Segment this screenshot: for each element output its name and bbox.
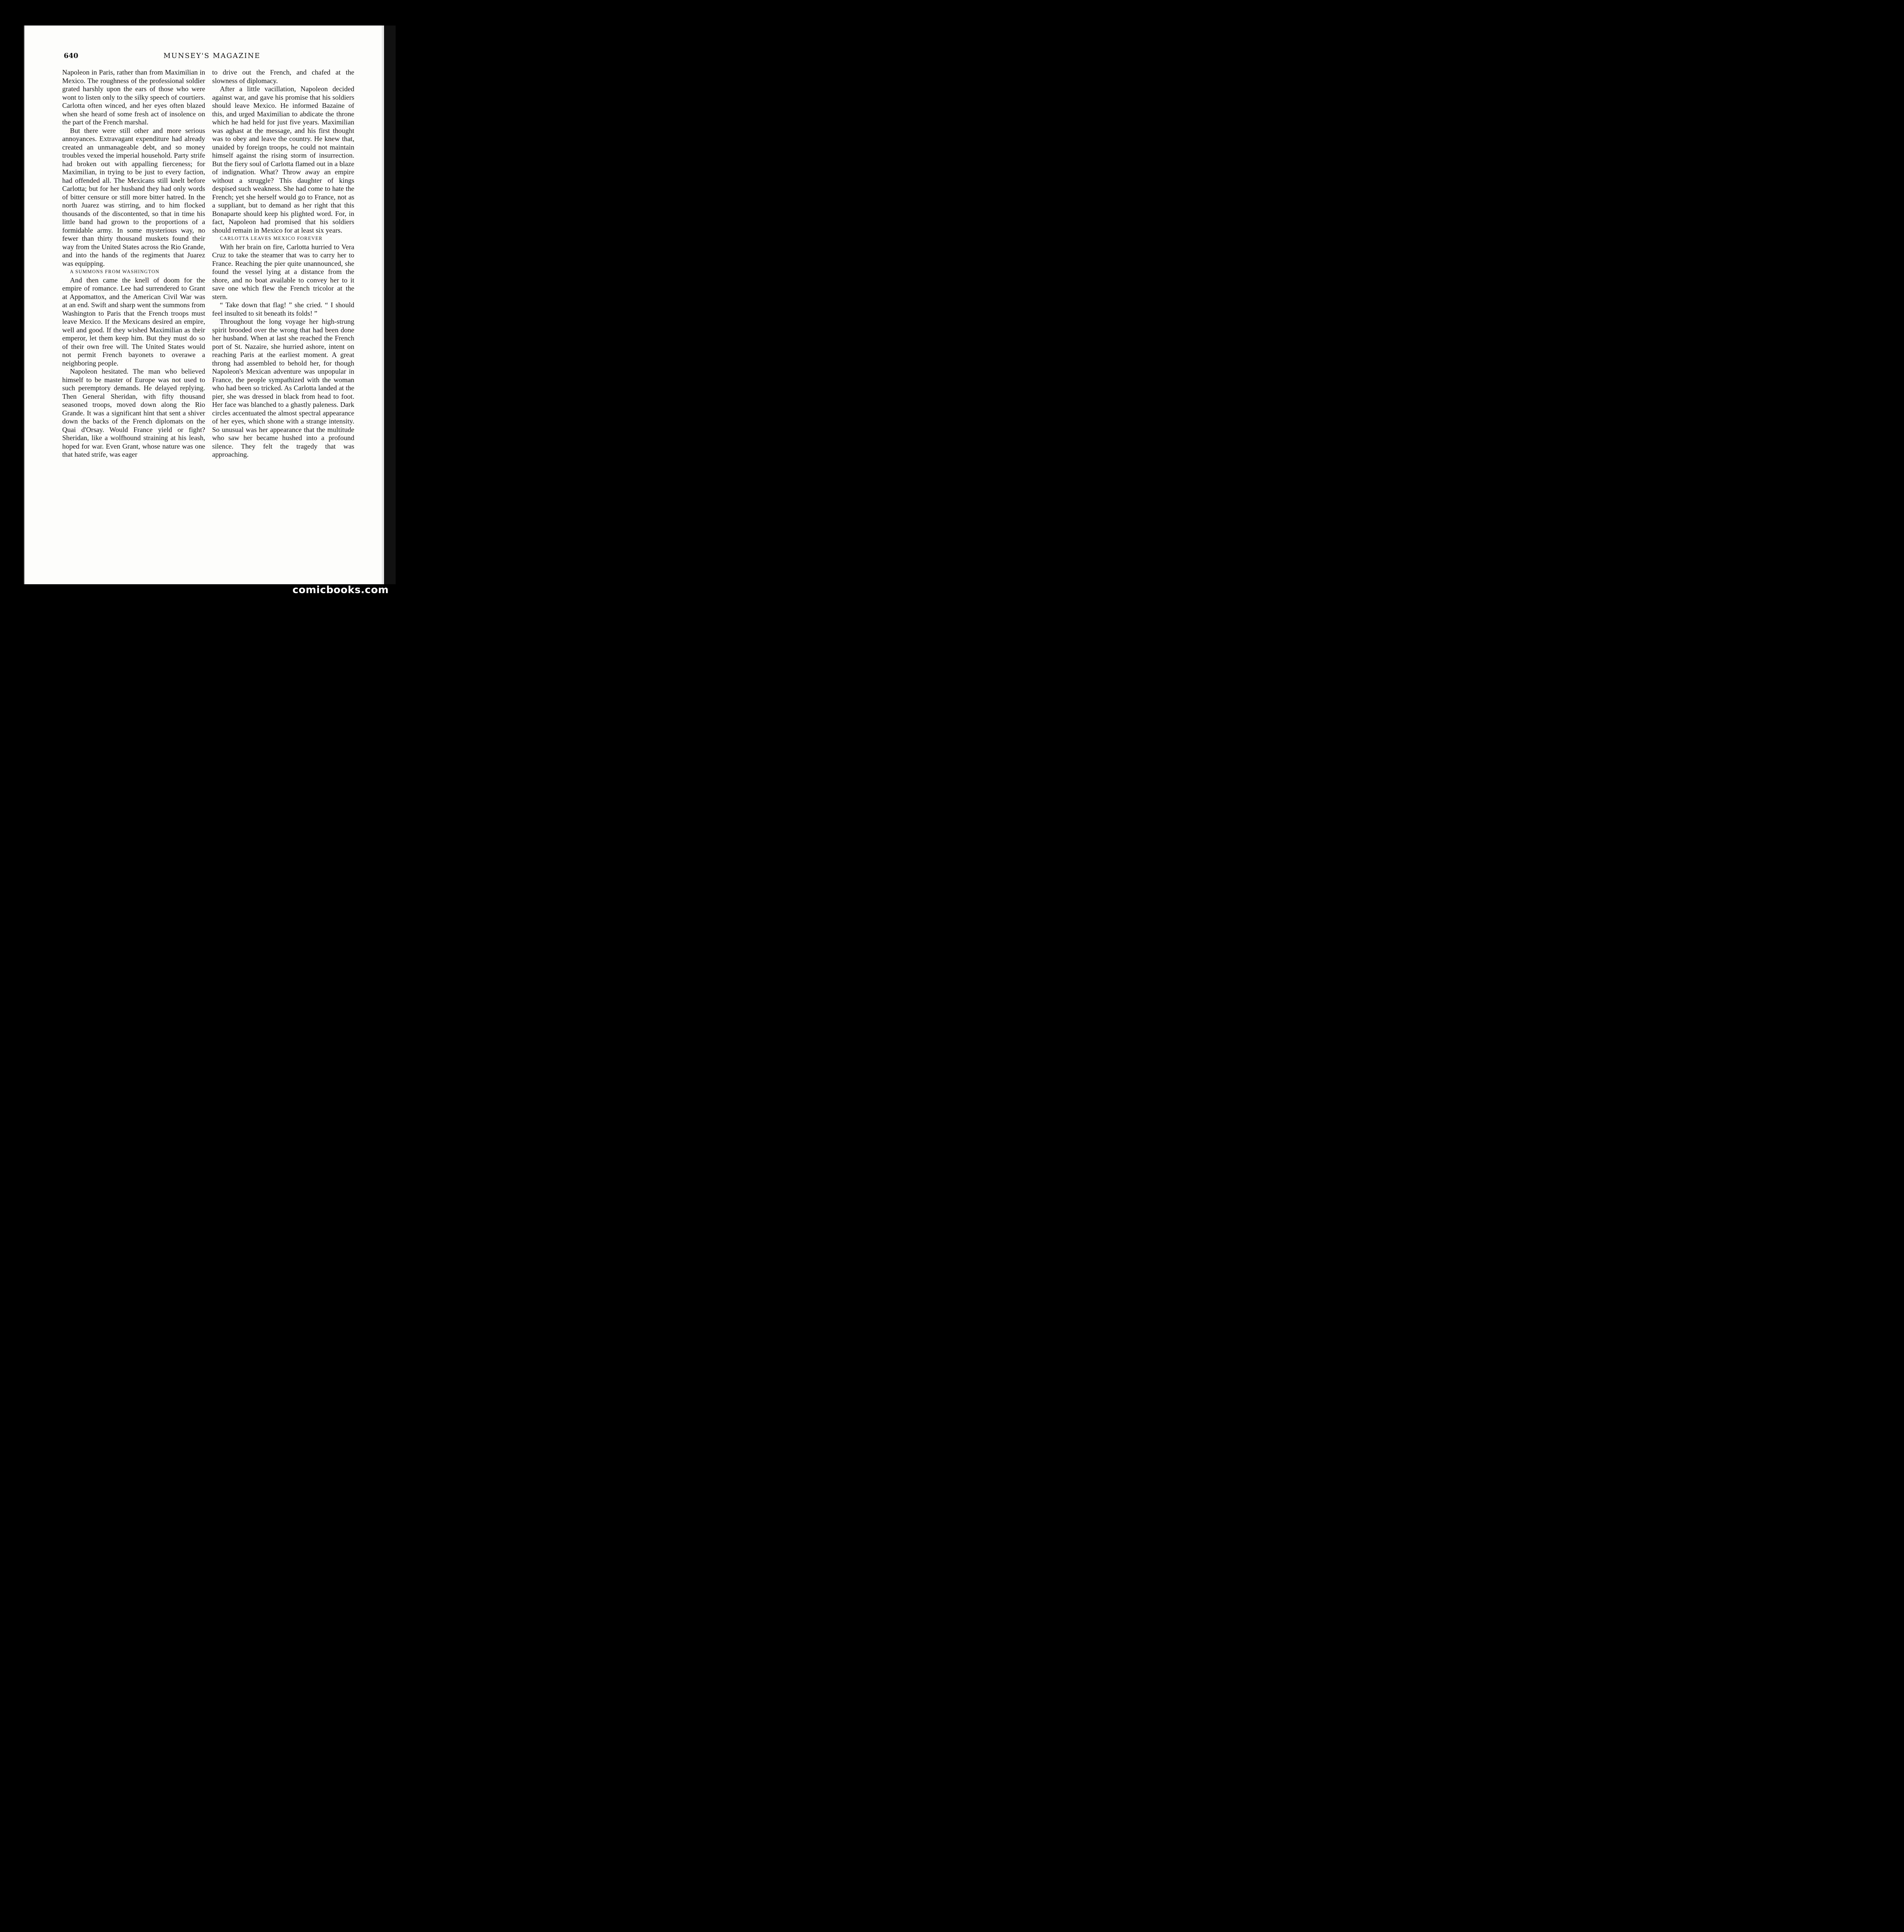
paragraph: to drive out the French, and chafed at the slowness of diplomacy. [212, 68, 354, 85]
paragraph: With her brain on fire, Carlotta hurried to Vera Cruz to take the steamer that was to carry her to France. Reaching the pier quite unannounced, she found the vessel lying at a distance from the shore, and no boat available to convey her to it save one which flew the French tricolor at the stern. [212, 243, 354, 301]
page-number: 640 [64, 52, 78, 60]
section-subhead: CARLOTTA LEAVES MEXICO FOREVER [220, 236, 323, 241]
right-column [212, 68, 354, 459]
paragraph: After a little vacillation, Napoleon decided against war, and gave his promise that his soldiers should leave Mexico. He informed Bazaine of this, and urged Maximilian to abdicate the throne which he had held for just five years. Maximilian was aghast at the message, and his first thought was to obey and leave the country. He knew that, unaided by foreign troops, he could not maintain himself against the rising storm of insurrection. But the fiery soul of Carlotta flamed out in a blaze of indignation. What? Throw away an empire without a struggle? This daughter of kings despised such weakness. She had come to hate the French; yet she herself would go to France, not as a suppliant, but to demand as her right that this Bonaparte should keep his plighted word. For, in fact, Napoleon had promised that his soldiers should remain in Mexico for at least six years. [212, 85, 354, 234]
page-gutter-shadow [384, 26, 396, 584]
paragraph: Napoleon in Paris, rather than from Maximilian in Mexico. The roughness of the professional soldier grated harshly upon the ears of those who were wont to listen only to the silky speech of courtiers. Carlotta often winced, and her eyes often blazed when she heard of some fresh act of insolence on the part of the French marshal. [62, 68, 205, 126]
paragraph: Throughout the long voyage her high-strung spirit brooded over the wrong that had been done her husband. When at last she reached the French port of St. Nazaire, she hurried ashore, intent on reaching Paris at the earliest moment. A great throng had assembled to behold her, for though Napoleon's Mexican adventure was unpopular in France, the people sympathized with the woman who had been so tricked. As Carlotta landed at the pier, she was dressed in black from head to foot. Her face was blanched to a ghastly paleness. Dark circles accentuated the almost spectral appearance of her eyes, which shone with a strange intensity. So unusual was her appearance that the multitude who saw her became hushed into a profound silence. They felt the tragedy that was approaching. [212, 318, 354, 458]
paragraph: And then came the knell of doom for the empire of romance. Lee had surrendered to Grant at Appomattox, and the American Civil War was at an end. Swift and sharp went the summons from Washington to Paris that the French troops must leave Mexico. If the Mexicans desired an empire, well and good. If they wished Maximilian as their emperor, let them keep him. But they must do so of their own free will. The United States would not permit French bayonets to overawe a neighboring people. [62, 276, 205, 367]
running-head: MUNSEY'S MAGAZINE [163, 52, 261, 60]
paragraph: But there were still other and more serious annoyances. Extravagant expenditure had already created an unmanageable debt, and so money troubles vexed the imperial household. Party strife had broken out with appalling fierceness; for Maximilian, in trying to be just to every faction, had offended all. The Mexicans still knelt before Carlotta; but for her husband they had only words of bitter censure or still more bitter hatred. In the north Juarez was stirring, and to him flocked thousands of the discontented, so that in time his little band had grown to the proportions of a formidable army. In some mysterious way, no fewer than thirty thousand muskets found their way from the United States across the Rio Grande, and into the hands of the regiments that Juarez was equipping. [62, 126, 205, 267]
section-subhead: A SUMMONS FROM WASHINGTON [70, 269, 160, 274]
site-watermark: comicbooks.com [292, 584, 389, 596]
paragraph: “ Take down that flag! ” she cried. “ I should feel insulted to sit beneath its folds! ” [212, 301, 354, 317]
left-column [62, 68, 205, 459]
paragraph: Napoleon hesitated. The man who believed himself to be master of Europe was not used to such peremptory demands. He delayed replying. Then General Sheridan, with fifty thousand seasoned troops, moved down along the Rio Grande. It was a significant hint that sent a shiver down the backs of the French diplomats on the Quai d'Orsay. Would France yield or fight? Sheridan, like a wolfhound straining at his leash, hoped for war. Even Grant, whose nature was one that hated strife, was eager [62, 367, 205, 458]
